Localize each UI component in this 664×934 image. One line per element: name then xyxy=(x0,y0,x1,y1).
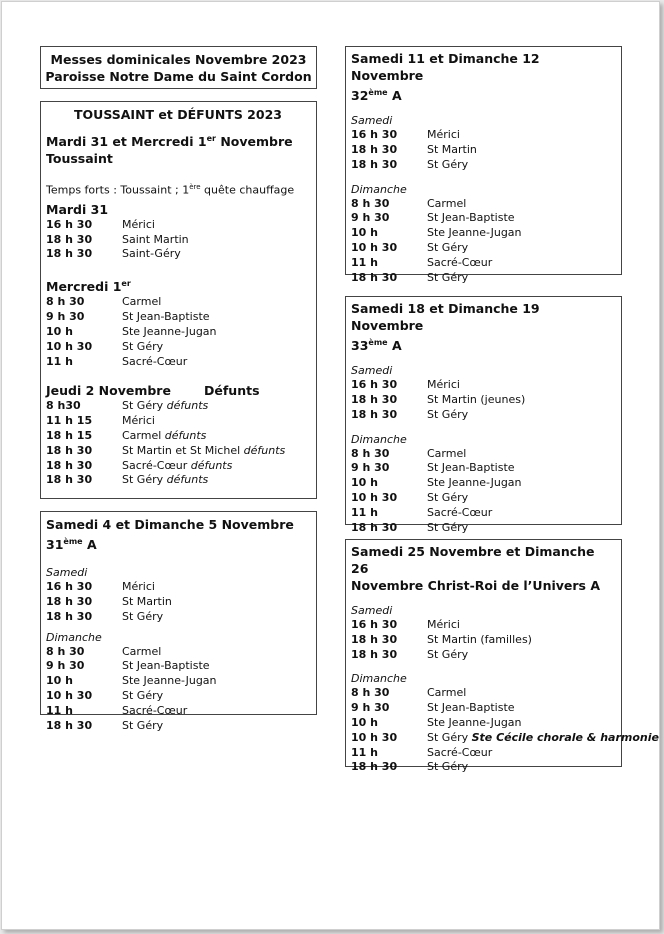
mass-place-name: Ste Jeanne-Jugan xyxy=(427,476,522,490)
mass-place xyxy=(122,233,310,248)
mass-row xyxy=(46,399,310,414)
mass-row xyxy=(351,197,615,212)
mass-row xyxy=(351,521,615,536)
mass-place xyxy=(122,399,310,414)
mass-time: 11 h xyxy=(351,745,378,759)
mass-place-name: St Martin et St Michel xyxy=(122,443,244,457)
week18-dimanche-list xyxy=(351,447,615,536)
mass-row xyxy=(46,233,310,248)
mass-time: 10 h xyxy=(351,226,378,240)
mass-time: 10 h 30 xyxy=(351,730,398,744)
mass-place xyxy=(122,355,310,370)
mass-place xyxy=(427,241,615,256)
mass-place-name: St Géry xyxy=(427,407,469,421)
mass-place-name: Carmel xyxy=(122,428,165,442)
mass-row xyxy=(46,689,310,704)
mass-row xyxy=(46,459,310,474)
mass-row xyxy=(351,716,615,731)
mass-row xyxy=(351,128,615,143)
mass-place xyxy=(122,610,310,625)
mass-time: 8 h 30 xyxy=(351,686,390,700)
mass-place-name: Carmel xyxy=(122,295,162,309)
mass-time: 18 h 30 xyxy=(351,270,398,284)
mass-row xyxy=(351,447,615,462)
week18-dimanche-label: Dimanche xyxy=(351,432,407,446)
mardi-list xyxy=(46,218,310,262)
mass-note: défunts xyxy=(166,473,209,487)
mass-place-name: Sacré-Cœur xyxy=(427,255,493,269)
mass-place xyxy=(427,197,615,212)
mass-place-name: St Géry xyxy=(427,647,469,661)
mass-place xyxy=(122,719,310,734)
mass-place-name: Sacré-Cœur xyxy=(122,703,188,717)
mass-note: défunts xyxy=(243,443,286,457)
mass-row xyxy=(46,218,310,233)
mass-place xyxy=(427,378,615,393)
mass-row xyxy=(351,211,615,226)
mass-place xyxy=(427,476,615,491)
mass-place xyxy=(427,393,615,408)
mass-row xyxy=(46,247,310,262)
mass-place xyxy=(122,414,310,429)
mass-place xyxy=(122,429,310,444)
mass-place-name: Ste Jeanne-Jugan xyxy=(427,226,522,240)
mardi-title: Mardi 31 xyxy=(46,201,109,217)
mass-row xyxy=(46,295,310,310)
week4-samedi-list xyxy=(46,580,310,624)
toussaint-note: Temps forts : Toussaint ; 1ère quête chauffage xyxy=(46,183,295,197)
mass-place xyxy=(427,760,615,775)
mass-row xyxy=(351,648,615,663)
mass-row xyxy=(351,618,615,633)
mass-time: 11 h xyxy=(351,505,378,519)
mass-time: 18 h 30 xyxy=(351,647,398,661)
mass-place-name: St Géry xyxy=(122,688,164,702)
mass-time: 8 h 30 xyxy=(46,644,85,658)
mass-time: 18 h 30 xyxy=(46,458,93,472)
week4-heading: Samedi 4 et Dimanche 5 Novembre 31ème A xyxy=(46,517,294,553)
mass-row xyxy=(46,645,310,660)
week18-box xyxy=(345,296,622,534)
mass-place-name: St Jean-Baptiste xyxy=(122,310,210,324)
mass-row xyxy=(351,746,615,761)
mass-row xyxy=(351,143,615,158)
mass-place xyxy=(427,211,615,226)
mass-time: 10 h xyxy=(351,715,378,729)
mass-time: 9 h 30 xyxy=(351,461,390,475)
toussaint-heading: Mardi 31 et Mercredi 1er Novembre xyxy=(46,134,293,150)
mass-place xyxy=(122,340,310,355)
mass-time: 11 h xyxy=(351,255,378,269)
mass-place-name: Mérici xyxy=(122,217,155,231)
mass-row xyxy=(351,226,615,241)
mass-place xyxy=(122,218,310,233)
mass-time: 8 h 30 xyxy=(46,295,85,309)
week25-dimanche-list xyxy=(351,686,659,775)
week4-box xyxy=(40,511,317,732)
document-title-box xyxy=(40,46,317,89)
week4-dimanche-label: Dimanche xyxy=(46,630,102,644)
week18-heading-line2: 33ème A xyxy=(351,338,402,354)
mass-place-name: St Géry xyxy=(427,157,469,171)
mass-note: Ste Cécile chorale & harmonie xyxy=(471,730,659,744)
mass-place xyxy=(122,459,310,474)
mass-time: 9 h 30 xyxy=(46,659,85,673)
mass-row xyxy=(46,473,310,488)
mass-row xyxy=(46,659,310,674)
mass-time: 11 h xyxy=(46,703,73,717)
mass-time: 10 h 30 xyxy=(46,688,93,702)
mass-note: défunts xyxy=(190,458,233,472)
mass-place-name: Sacré-Cœur xyxy=(122,354,188,368)
mass-row xyxy=(46,325,310,340)
mass-row xyxy=(46,674,310,689)
mass-place-name: Carmel xyxy=(427,196,467,210)
mass-row xyxy=(46,355,310,370)
mass-time: 10 h xyxy=(46,324,73,338)
mass-row xyxy=(46,719,310,734)
mass-place xyxy=(122,473,310,488)
mass-row xyxy=(351,158,615,173)
mass-time: 18 h 30 xyxy=(46,247,93,261)
week11-dimanche-label: Dimanche xyxy=(351,182,407,196)
mass-time: 11 h 15 xyxy=(46,414,93,428)
mass-time: 18 h 30 xyxy=(46,443,93,457)
mass-place-name: St Géry xyxy=(122,609,164,623)
mass-place xyxy=(427,686,615,701)
mass-place xyxy=(122,674,310,689)
mass-place-name: St Géry xyxy=(427,520,469,534)
mass-row xyxy=(351,378,615,393)
week11-heading-line2: 32ème A xyxy=(351,88,402,104)
mass-place xyxy=(427,746,615,761)
mass-place-name: St Géry xyxy=(427,270,469,284)
mass-row xyxy=(351,461,615,476)
mass-place xyxy=(427,731,659,746)
mass-place-name: Sacré-Cœur xyxy=(122,458,191,472)
week25-dimanche-label: Dimanche xyxy=(351,672,407,686)
mass-time: 9 h 30 xyxy=(351,701,390,715)
week11-dimanche-list xyxy=(351,197,615,286)
week11-samedi-list xyxy=(351,128,615,172)
mass-place xyxy=(122,310,310,325)
mass-time: 8 h30 xyxy=(46,399,81,413)
mass-place-name: St Martin xyxy=(122,594,172,608)
mass-place-name: St Géry xyxy=(427,240,469,254)
mass-place-name: St Martin (familles) xyxy=(427,632,532,646)
mass-place xyxy=(427,128,615,143)
mass-place-name: Ste Jeanne-Jugan xyxy=(122,674,217,688)
document-page xyxy=(1,1,660,930)
mass-place xyxy=(427,408,615,423)
week25-samedi-label: Samedi xyxy=(351,604,393,617)
week25-box xyxy=(345,539,659,774)
mass-time: 18 h 30 xyxy=(46,232,93,246)
toussaint-heading-line2: Toussaint xyxy=(46,151,113,167)
mass-row xyxy=(46,704,310,719)
week25-samedi-list xyxy=(351,618,615,662)
mass-place-name: St Géry xyxy=(427,490,469,504)
mass-place-name: Mérici xyxy=(427,128,460,142)
mass-place-name: Mérici xyxy=(122,414,155,428)
mass-row xyxy=(351,408,615,423)
mass-place-name: St Géry xyxy=(122,473,167,487)
mass-time: 18 h 30 xyxy=(351,760,398,774)
mass-place xyxy=(427,633,615,648)
title-line-2: Paroisse Notre Dame du Saint Cordon xyxy=(45,69,312,84)
mass-time: 8 h 30 xyxy=(351,446,390,460)
mass-time: 16 h 30 xyxy=(351,618,398,631)
mass-place xyxy=(427,271,615,286)
mass-place xyxy=(427,447,615,462)
mass-place-name: St Jean-Baptiste xyxy=(427,211,515,225)
mass-row xyxy=(46,580,310,595)
mass-time: 10 h xyxy=(351,476,378,490)
mass-place xyxy=(122,580,310,595)
mass-place-name: St Jean-Baptiste xyxy=(427,701,515,715)
mass-row xyxy=(46,414,310,429)
mass-time: 10 h 30 xyxy=(46,339,93,353)
mass-time: 18 h 30 xyxy=(351,142,398,156)
mass-place-name: Sacré-Cœur xyxy=(427,505,493,519)
mass-place-name: St Géry xyxy=(122,399,167,413)
mass-row xyxy=(351,256,615,271)
mass-time: 10 h 30 xyxy=(351,240,398,254)
mass-row xyxy=(46,340,310,355)
mass-place xyxy=(122,295,310,310)
mass-place xyxy=(427,226,615,241)
mass-place xyxy=(427,256,615,271)
mass-place-name: Carmel xyxy=(427,446,467,460)
mass-row xyxy=(351,476,615,491)
mass-place xyxy=(427,491,615,506)
mass-time: 9 h 30 xyxy=(46,310,85,324)
mass-place-name: St Géry xyxy=(122,718,164,732)
mass-place xyxy=(427,521,615,536)
mass-row xyxy=(351,506,615,521)
jeudi-list xyxy=(46,399,310,488)
week11-box xyxy=(345,46,622,284)
mass-time: 16 h 30 xyxy=(46,217,93,231)
mass-place xyxy=(427,648,615,663)
week25-heading-line2: Novembre Christ-Roi de l’Univers A xyxy=(351,578,601,593)
mass-row xyxy=(46,610,310,625)
week11-heading-line1: Samedi 11 et Dimanche 12 Novembre xyxy=(351,51,540,83)
mass-row xyxy=(351,241,615,256)
mass-place-name: Carmel xyxy=(122,644,162,658)
mass-time: 18 h 30 xyxy=(46,609,93,623)
mass-time: 18 h 30 xyxy=(351,520,398,534)
mass-time: 18 h 30 xyxy=(351,632,398,646)
mass-place-name: Mérici xyxy=(122,580,155,594)
week4-samedi-label: Samedi xyxy=(46,566,88,580)
mass-place xyxy=(427,506,615,521)
mass-place xyxy=(427,701,615,716)
week11-samedi-label: Samedi xyxy=(351,114,393,128)
mass-time: 18 h 30 xyxy=(351,407,398,421)
mass-time: 18 h 30 xyxy=(351,392,398,406)
mass-row xyxy=(351,271,615,286)
mass-place-name: St Jean-Baptiste xyxy=(122,659,210,673)
mass-place xyxy=(122,659,310,674)
mass-place-name: Ste Jeanne-Jugan xyxy=(122,324,217,338)
mass-note: défunts xyxy=(166,399,209,413)
mass-place-name: St Martin xyxy=(427,142,477,156)
mass-time: 8 h 30 xyxy=(351,196,390,210)
mass-place-name: St Géry xyxy=(122,339,164,353)
mass-time: 9 h 30 xyxy=(351,211,390,225)
mass-row xyxy=(46,444,310,459)
mass-time: 16 h 30 xyxy=(351,378,398,392)
mass-place xyxy=(122,444,310,459)
mass-place-name: Carmel xyxy=(427,686,467,700)
week25-heading-line1: Samedi 25 Novembre et Dimanche 26 xyxy=(351,544,595,576)
mass-row xyxy=(351,491,615,506)
mass-place-name: St Martin (jeunes) xyxy=(427,392,526,406)
mercredi-list xyxy=(46,295,310,369)
mass-row xyxy=(351,760,615,775)
week18-samedi-label: Samedi xyxy=(351,364,393,378)
mass-place-name: Ste Jeanne-Jugan xyxy=(427,715,522,729)
mass-time: 18 h 30 xyxy=(46,594,93,608)
mass-place-name: St Jean-Baptiste xyxy=(427,461,515,475)
mass-place-name: St Géry xyxy=(427,730,472,744)
mass-row xyxy=(351,730,659,746)
mass-time: 10 h xyxy=(46,674,73,688)
mass-row xyxy=(46,310,310,325)
week18-heading-line1: Samedi 18 et Dimanche 19 Novembre xyxy=(351,301,540,333)
mass-time: 18 h 30 xyxy=(46,718,93,732)
mass-time: 16 h 30 xyxy=(46,580,93,594)
mass-row xyxy=(351,686,615,701)
mass-place-name: St Géry xyxy=(427,760,469,774)
mass-place xyxy=(122,689,310,704)
mass-place-name: Sacré-Cœur xyxy=(427,745,493,759)
mass-place-name: Mérici xyxy=(427,378,460,392)
mass-time: 16 h 30 xyxy=(351,128,398,142)
mass-row xyxy=(351,393,615,408)
mass-row xyxy=(46,595,310,610)
week4-dimanche-list xyxy=(46,645,310,734)
mass-place xyxy=(427,618,615,633)
week18-samedi-list xyxy=(351,378,615,422)
mass-place xyxy=(122,704,310,719)
mass-place-name: Saint-Géry xyxy=(122,247,181,261)
mass-place xyxy=(122,247,310,262)
mass-time: 18 h 30 xyxy=(46,473,93,487)
mass-row xyxy=(351,701,615,716)
mass-place xyxy=(122,645,310,660)
mass-time: 18 h 30 xyxy=(351,157,398,171)
mass-place xyxy=(427,143,615,158)
mass-place xyxy=(427,461,615,476)
mass-place xyxy=(427,158,615,173)
title-line-1: Messes dominicales Novembre 2023 xyxy=(50,52,307,67)
mass-time: 11 h xyxy=(46,354,73,368)
mass-place xyxy=(122,595,310,610)
toussaint-title: TOUSSAINT et DÉFUNTS 2023 xyxy=(74,107,282,122)
mass-place-name: Mérici xyxy=(427,618,460,631)
mass-time: 18 h 15 xyxy=(46,428,93,442)
mass-row xyxy=(351,633,615,648)
mass-row xyxy=(46,429,310,444)
mass-time: 10 h 30 xyxy=(351,490,398,504)
mass-note: défunts xyxy=(164,428,207,442)
mass-place xyxy=(122,325,310,340)
mass-place-name: Saint Martin xyxy=(122,232,189,246)
mercredi-title: Mercredi 1er xyxy=(46,279,131,295)
mass-place xyxy=(427,716,615,731)
jeudi-title: Jeudi 2 Novembre Défunts xyxy=(46,383,260,399)
toussaint-box xyxy=(40,101,317,499)
